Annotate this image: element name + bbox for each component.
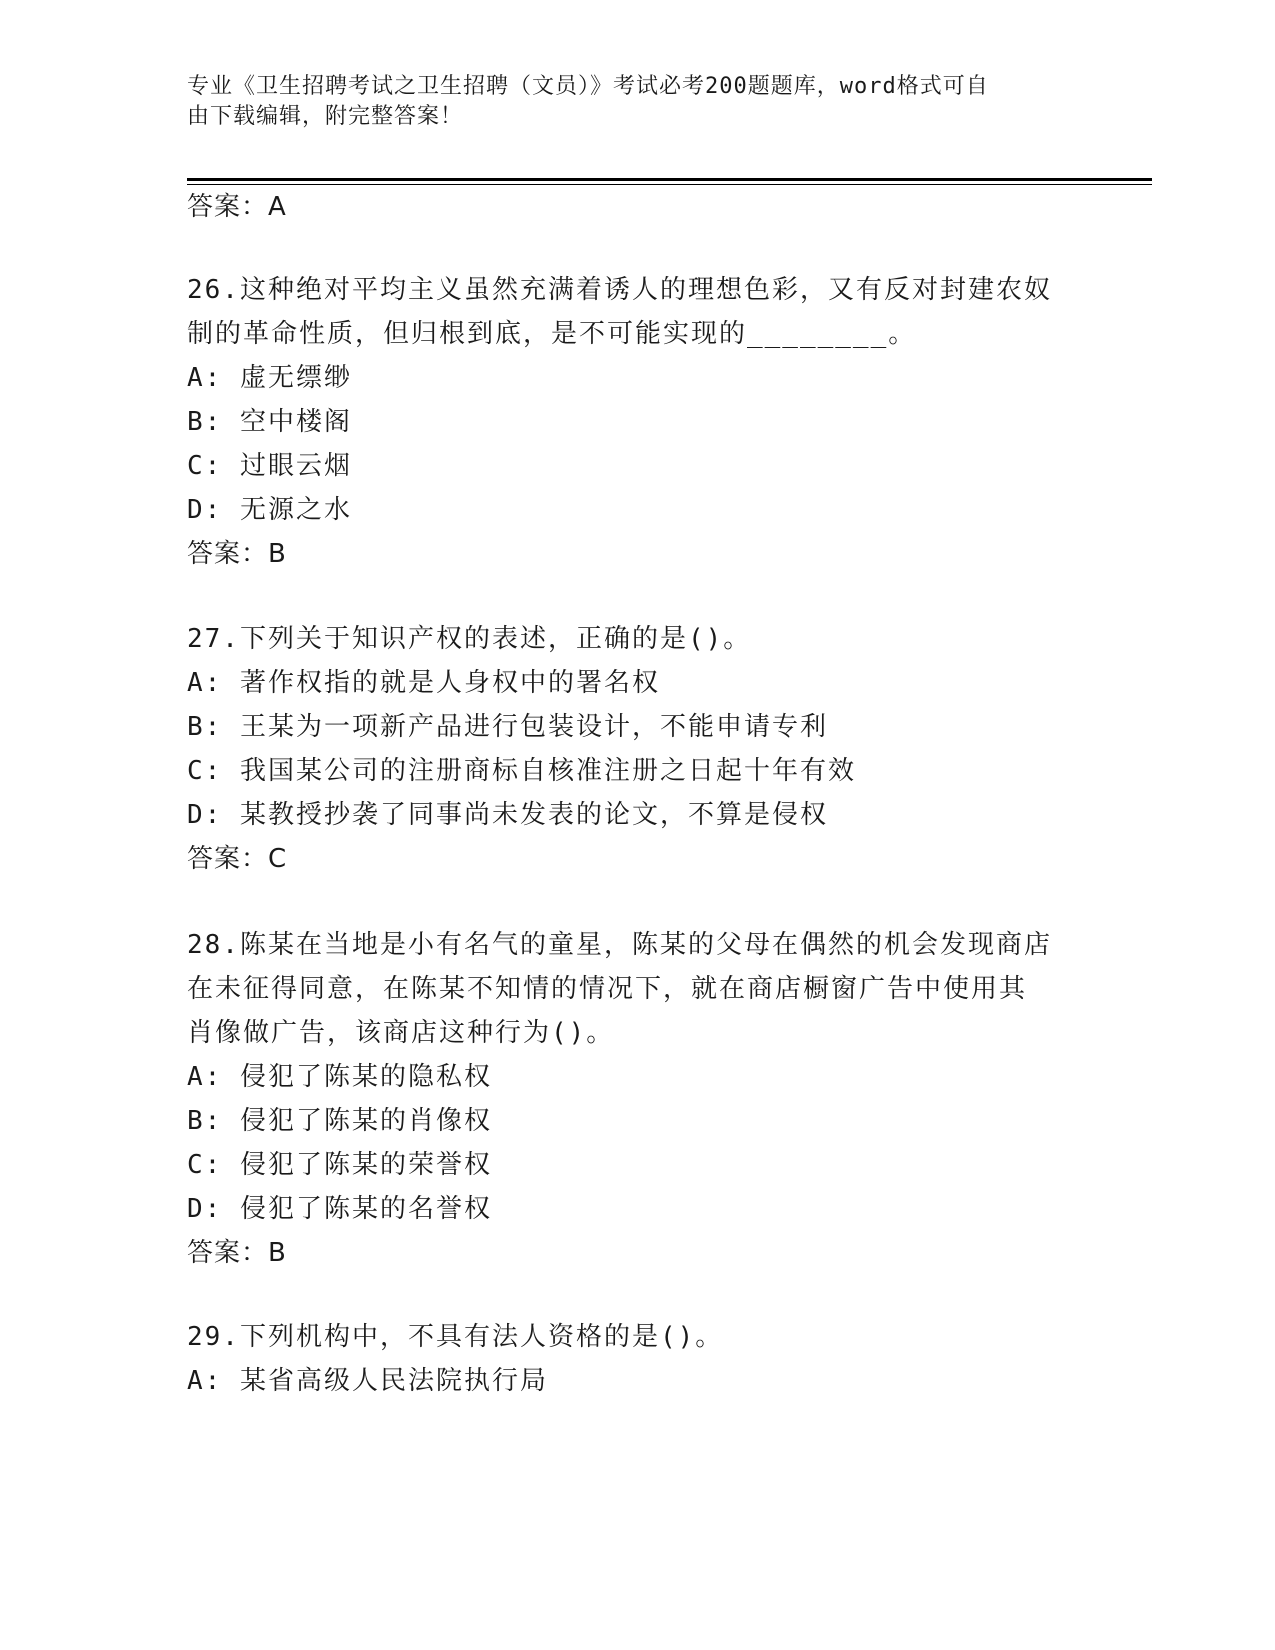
question-stem-line: 29.下列机构中，不具有法人资格的是()。: [187, 1322, 724, 1352]
question-stem-line: 制的革命性质，但归根到底，是不可能实现的________。: [187, 319, 917, 349]
question-stem-line: 肖像做广告，该商店这种行为()。: [187, 1018, 615, 1048]
option-b: B: 侵犯了陈某的肖像权: [187, 1106, 492, 1136]
option-a: A: 虚无缥缈: [187, 363, 352, 393]
question-stem-line: 26.这种绝对平均主义虽然充满着诱人的理想色彩，又有反对封建农奴: [187, 275, 1052, 305]
document-header: [187, 72, 1067, 132]
header-line-1: 专业《卫生招聘考试之卫生招聘（文员）》考试必考200题题库，word格式可自: [187, 74, 989, 99]
option-b: B: 空中楼阁: [187, 407, 352, 437]
question-stem-line: 28.陈某在当地是小有名气的童星，陈某的父母在偶然的机会发现商店: [187, 930, 1052, 960]
option-c: C: 过眼云烟: [187, 451, 352, 481]
option-c: C: 侵犯了陈某的荣誉权: [187, 1150, 492, 1180]
header-divider-thin: [187, 184, 1152, 185]
option-d: D: 侵犯了陈某的名誉权: [187, 1194, 492, 1224]
question-stem-line: 27.下列关于知识产权的表述，正确的是()。: [187, 624, 752, 654]
option-a: A: 某省高级人民法院执行局: [187, 1366, 548, 1396]
option-c: C: 我国某公司的注册商标自核准注册之日起十年有效: [187, 756, 856, 786]
option-b: B: 王某为一项新产品进行包装设计，不能申请专利: [187, 712, 828, 742]
option-a: A: 侵犯了陈某的隐私权: [187, 1062, 492, 1092]
header-line-2: 由下载编辑，附完整答案！: [187, 104, 464, 129]
answer-line: 答案：B: [187, 539, 287, 569]
option-d: D: 某教授抄袭了同事尚未发表的论文，不算是侵权: [187, 800, 828, 830]
option-d: D: 无源之水: [187, 495, 352, 525]
header-divider-thick: [187, 178, 1152, 181]
option-a: A: 著作权指的就是人身权中的署名权: [187, 668, 660, 698]
answer-line: 答案：C: [187, 844, 288, 874]
answer-line: 答案：B: [187, 1238, 287, 1268]
question-stem-line: 在未征得同意，在陈某不知情的情况下，就在商店橱窗广告中使用其: [187, 974, 1028, 1004]
answer-line: 答案：A: [187, 192, 287, 222]
